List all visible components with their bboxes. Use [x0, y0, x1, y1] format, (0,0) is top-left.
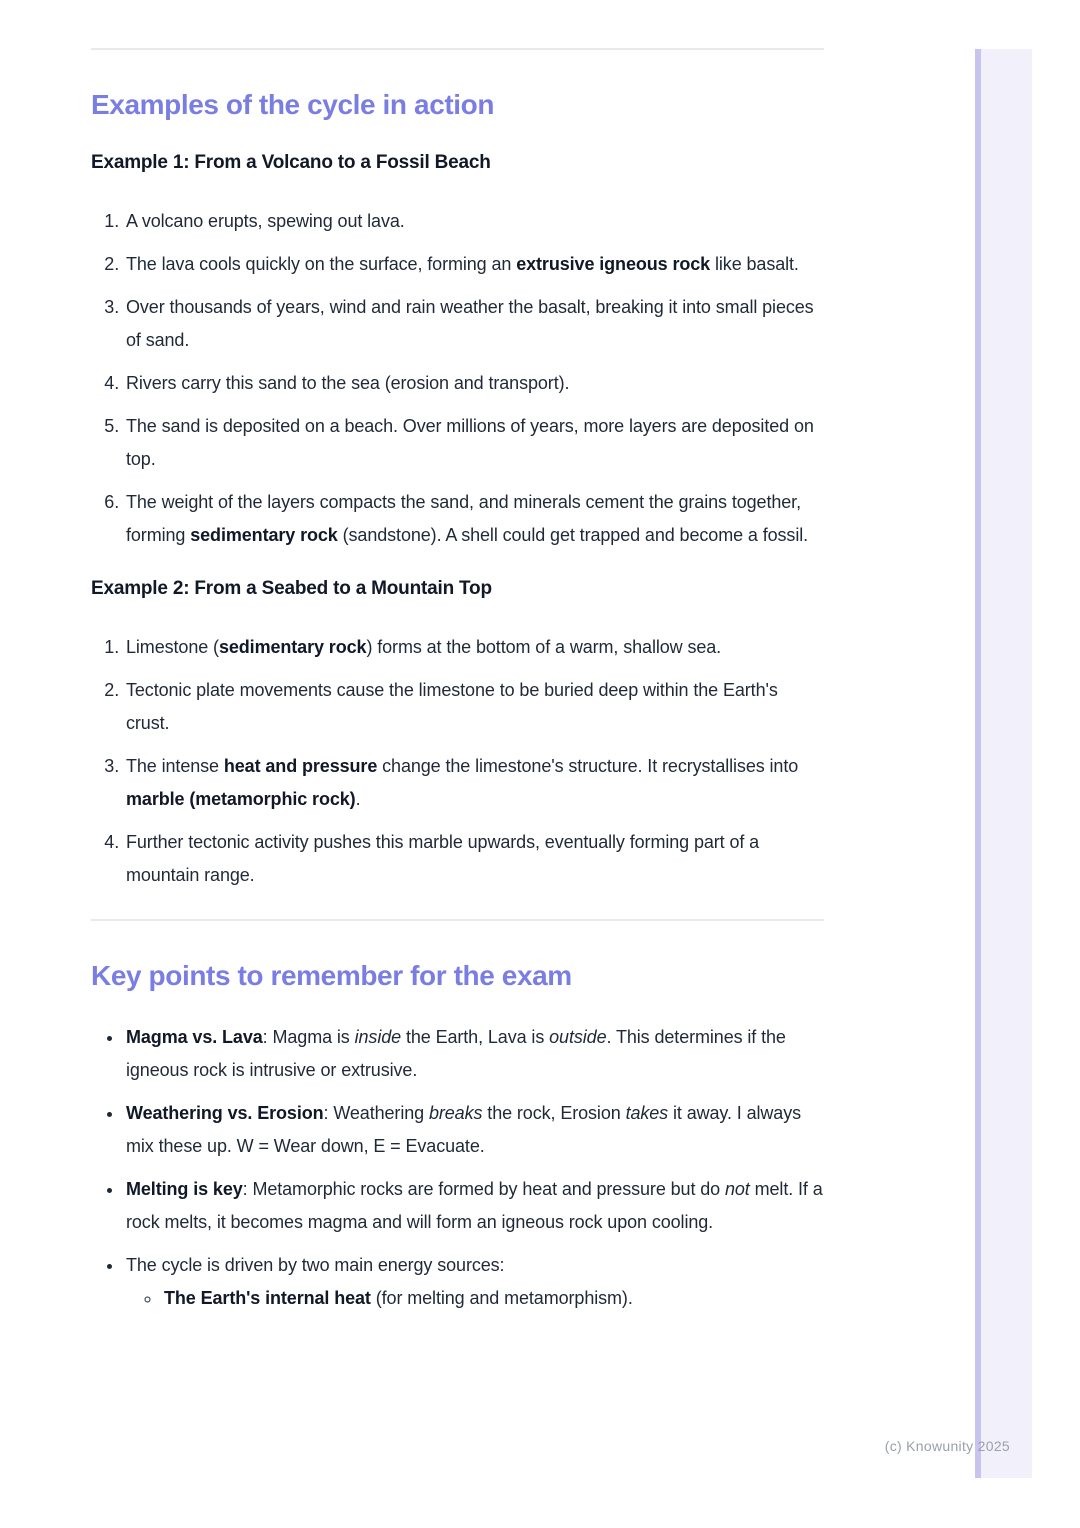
list-item: [124, 674, 824, 740]
copyright-text: (c) Knowunity 2025: [884, 1438, 1010, 1454]
text-run: The cycle is driven by two main energy sources:: [126, 1255, 505, 1275]
text-run: inside: [354, 1027, 402, 1047]
list-item: [124, 410, 824, 476]
text-run: sedimentary rock: [218, 637, 367, 657]
section-divider-top: [91, 48, 824, 50]
text-run: melt. If a rock melts, it becomes magma and will form an igneous rock upon cooling.: [126, 1179, 823, 1232]
text-run: it away. I always mix these up. W = Wear down, E = Evacuate.: [126, 1103, 802, 1156]
text-run: not: [724, 1179, 750, 1199]
content-area: [91, 0, 824, 1325]
text-run: .: [355, 789, 361, 809]
list-item: [124, 248, 824, 281]
text-run: (sandstone). A shell could get trapped and become a fossil.: [337, 525, 809, 545]
list-item: [124, 367, 824, 400]
list-item: [124, 826, 824, 892]
text-run: Weathering vs. Erosion: [126, 1103, 324, 1123]
text-run: The lava cools quickly on the surface, forming an: [126, 254, 517, 274]
section-title-examples: Examples of the cycle in action: [91, 89, 495, 120]
text-run: change the limestone's structure. It recrystallises into: [377, 756, 799, 776]
bullet-list-key-points: [91, 1021, 824, 1315]
text-run: : Magma is: [262, 1027, 355, 1047]
text-run: outside: [549, 1027, 607, 1047]
list-item: [124, 205, 824, 238]
ordered-list-example-2: [91, 631, 824, 892]
text-run: Rivers carry this sand to the sea (erosion and transport).: [126, 373, 570, 393]
text-run: the rock, Erosion: [482, 1103, 626, 1123]
section-divider-keypoints: [91, 919, 824, 921]
text-run: : Metamorphic rocks are formed by heat and pressure but do: [242, 1179, 725, 1199]
text-run: Limestone (: [126, 637, 219, 657]
nested-list-item: [162, 1282, 824, 1315]
text-run: Magma vs. Lava: [126, 1027, 263, 1047]
list-item: [124, 486, 824, 552]
subsection-heading-example-1: Example 1: From a Volcano to a Fossil Beach: [91, 152, 491, 173]
nested-bullet-list: [126, 1282, 824, 1315]
text-run: ) forms at the bottom of a warm, shallow sea.: [366, 637, 722, 657]
text-run: The weight of the layers compacts the sand, and minerals cement the grains together, forming: [126, 492, 801, 545]
subsection-heading-example-2: Example 2: From a Seabed to a Mountain Top: [91, 578, 492, 599]
text-run: Melting is key: [126, 1179, 243, 1199]
text-run: (for melting and metamorphism).: [370, 1288, 633, 1308]
text-run: heat and pressure: [223, 756, 378, 776]
text-run: : Weathering: [323, 1103, 429, 1123]
list-item: [124, 1021, 824, 1087]
list-item: [124, 750, 824, 816]
list-item: [124, 1097, 824, 1163]
text-run: extrusive igneous rock: [516, 254, 711, 274]
text-run: sedimentary rock: [190, 525, 338, 545]
text-run: like basalt.: [710, 254, 799, 274]
text-run: . This determines if the igneous rock is intrusive or extrusive.: [126, 1027, 786, 1080]
text-run: The intense: [126, 756, 224, 776]
text-run: The Earth's internal heat: [164, 1288, 371, 1308]
text-run: Further tectonic activity pushes this marble upwards, eventually forming part of a mountain range.: [126, 832, 760, 885]
text-run: breaks: [428, 1103, 483, 1123]
text-run: Over thousands of years, wind and rain weather the basalt, breaking it into small pieces of sand.: [126, 297, 814, 350]
text-run: The sand is deposited on a beach. Over millions of years, more layers are deposited on top.: [126, 416, 814, 469]
list-item: [124, 1173, 824, 1239]
text-run: the Earth, Lava is: [401, 1027, 550, 1047]
list-item: [124, 631, 824, 664]
page-edge-panel: [975, 49, 1032, 1478]
section-title-key-points: Key points to remember for the exam: [91, 960, 572, 991]
list-item: [124, 1249, 824, 1315]
ordered-list-example-1: [91, 205, 824, 552]
text-run: Tectonic plate movements cause the limestone to be buried deep within the Earth's crust.: [126, 680, 778, 733]
text-run: takes: [625, 1103, 669, 1123]
text-run: A volcano erupts, spewing out lava.: [126, 211, 405, 231]
list-item: [124, 291, 824, 357]
text-run: marble (metamorphic rock): [126, 789, 356, 809]
